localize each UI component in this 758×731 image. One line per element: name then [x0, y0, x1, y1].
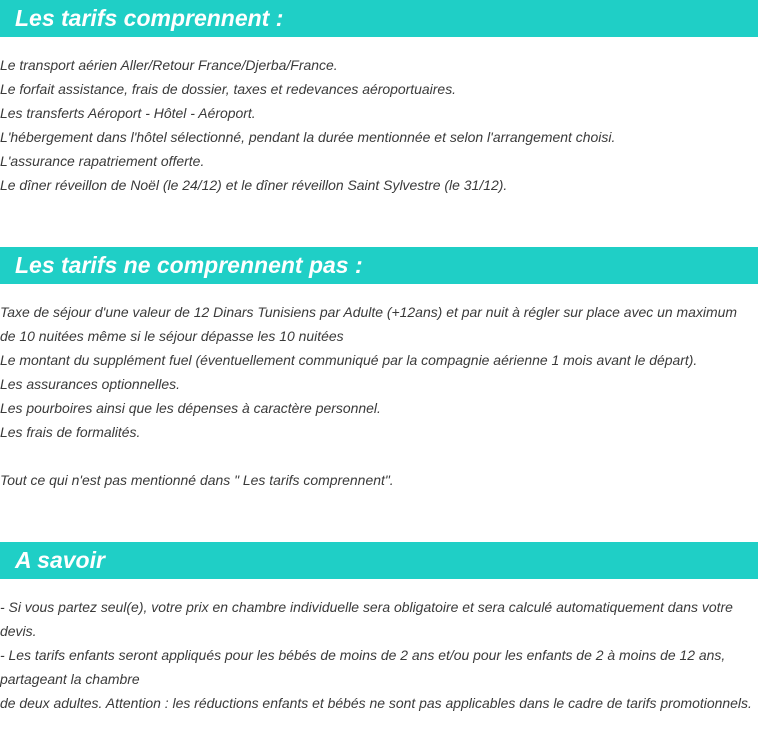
- list-item: Le forfait assistance, frais de dossier, taxes et redevances aéroportuaires.: [0, 81, 457, 97]
- section-header-not-included: [0, 247, 758, 284]
- list-item: Les assurances optionnelles.: [0, 376, 180, 392]
- list-item: Le montant du supplément fuel (éventuellement communiqué par la compagnie aérienne 1 mois avant le départ).: [0, 352, 698, 368]
- list-spacer: [0, 444, 758, 468]
- section-header-to-know: [0, 542, 758, 579]
- not-included-list: [0, 300, 758, 492]
- list-item: devis.: [0, 623, 37, 639]
- included-list: [0, 53, 758, 197]
- list-item: Taxe de séjour d'une valeur de 12 Dinars Tunisiens par Adulte (+12ans) et par nuit à régler sur place avec un maximum: [0, 304, 738, 320]
- list-item: Le dîner réveillon de Noël (le 24/12) et le dîner réveillon Saint Sylvestre (le 31/12).: [0, 177, 508, 193]
- list-item: Les pourboires ainsi que les dépenses à caractère personnel.: [0, 400, 381, 416]
- list-item: Tout ce qui n'est pas mentionné dans " Les tarifs comprennent".: [0, 472, 394, 488]
- list-item: Le transport aérien Aller/Retour France/Djerba/France.: [0, 57, 338, 73]
- to-know-list: [0, 595, 758, 715]
- section-title: Les tarifs ne comprennent pas :: [15, 252, 363, 278]
- list-item: Les frais de formalités.: [0, 424, 141, 440]
- list-item: de deux adultes. Attention : les réductions enfants et bébés ne sont pas applicables dans le cadre de tarifs promotionnels.: [0, 695, 752, 711]
- list-item: L'assurance rapatriement offerte.: [0, 153, 205, 169]
- list-item: Les transferts Aéroport - Hôtel - Aéroport.: [0, 105, 256, 121]
- list-item: de 10 nuitées même si le séjour dépasse les 10 nuitées: [0, 328, 344, 344]
- list-item: - Les tarifs enfants seront appliqués pour les bébés de moins de 2 ans et/ou pour les enfants de 2 à moins de 12 ans,: [0, 647, 726, 663]
- list-item: - Si vous partez seul(e), votre prix en chambre individuelle sera obligatoire et sera calculé automatiquement dans votre: [0, 599, 733, 615]
- section-title: A savoir: [15, 547, 105, 573]
- list-item: L'hébergement dans l'hôtel sélectionné, pendant la durée mentionnée et selon l'arrangement choisi.: [0, 129, 616, 145]
- list-item: partageant la chambre: [0, 671, 140, 687]
- section-title: Les tarifs comprennent :: [15, 5, 284, 31]
- section-header-included: [0, 0, 758, 37]
